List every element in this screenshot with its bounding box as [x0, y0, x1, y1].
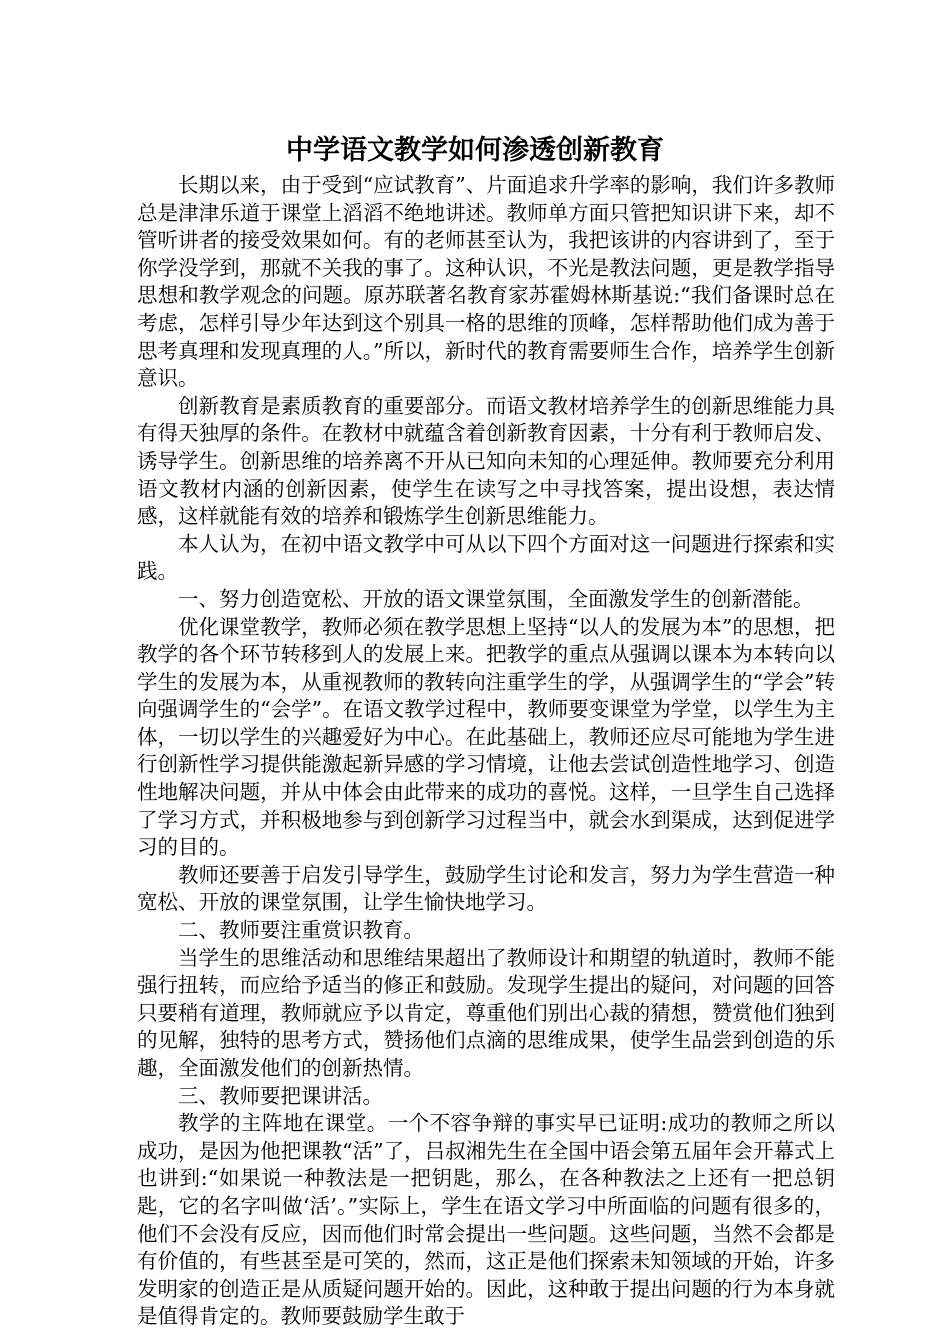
section-heading-1: 一、努力创造宽松、开放的语文课堂氛围，全面激发学生的创新潜能。: [178, 586, 814, 611]
document-body: [137, 172, 835, 1331]
document-title: 中学语文教学如何渗透创新教育: [286, 135, 664, 166]
section-heading-3: 三、教师要把课讲活。: [178, 1083, 383, 1108]
paragraph-intro: 长期以来，由于受到“应试教育”、片面追求升学率的影响，我们许多教师总是津津乐道于课堂上滔滔不绝地讲述。教师单方面只管把知识讲下来，却不管听讲者的接受效果如何。有的老师甚至认为，我把该讲的内容讲到了，至于你学没学到，那就不关我的事了。这种认识，不光是教法问题，更是教学指导思想和教学观念的问题。原苏联著名教育家苏霍姆林斯基说:“我们备课时总在考虑，怎样引导少年达到这个别具一格的思维的顶峰，怎样帮助他们成为善于思考真理和发现真理的人。”所以，新时代的教育需要师生合作，培养学生创新意识。: [137, 173, 835, 391]
paragraph-lively-class: 教学的主阵地在课堂。一个不容争辩的事实早已证明:成功的教师之所以成功，是因为他把课教“活”了，吕叔湘先生在全国中语会第五届年会开幕式上也讲到:“如果说一种教法是一把钥匙，那么，在各种教法之上还有一把总钥匙，它的名字叫做‘活’。”实际上，学生在语文学习中所面临的问题有很多的，他们不会没有反应，因而他们时常会提出一些问题。这些问题，当然不会都是有价值的，有些甚至是可笑的，然而，这正是他们探索未知领域的开始，许多发明家的创造正是从质疑问题开始的。因此，这种敢于提出问题的行为本身就是值得肯定的。教师要鼓励学生敢于: [137, 1111, 835, 1329]
paragraph-optimize-teaching: 优化课堂教学，教师必须在教学思想上坚持“以人的发展为本”的思想，把教学的各个环节转移到人的发展上来。把教学的重点从强调以课本为本转向以学生的发展为本，从重视教师的教转向注重学生的学，从强调学生的“学会”转向强调学生的“会学”。在语文教学过程中，教师要变课堂为学堂，以学生为主体，一切以学生的兴趣爱好为中心。在此基础上，教师还应尽可能地为学生进行创新性学习提供能激起新异感的学习情境，让他去尝试创造性地学习、创造性地解决问题，并从中体会由此带来的成功的喜悦。这样，一旦学生自己选择了学习方式，并积极地参与到创新学习过程当中，就会水到渠成，达到促进学习的目的。: [137, 614, 835, 860]
paragraph-four-aspects: 本人认为，在初中语文教学中可从以下四个方面对这一问题进行探索和实践。: [137, 531, 835, 584]
paragraph-appreciation: 当学生的思维活动和思维结果超出了教师设计和期望的轨道时，教师不能强行扭转，而应给予适当的修正和鼓励。发现学生提出的疑问，对问题的回答只要稍有道理，教师就应予以肯定，尊重他们别出心裁的猜想，赞赏他们独到的见解，独特的思考方式，赞扬他们点滴的思维成果，使学生品尝到创造的乐趣，全面激发他们的创新热情。: [137, 945, 835, 1080]
paragraph-encourage-discussion: 教师还要善于启发引导学生，鼓励学生讨论和发言，努力为学生营造一种宽松、开放的课堂氛围，让学生愉快地学习。: [137, 862, 835, 915]
paragraph-innovation-education: 创新教育是素质教育的重要部分。而语文教材培养学生的创新思维能力具有得天独厚的条件。在教材中就蕴含着创新教育因素，十分有利于教师启发、诱导学生。创新思维的培养离不开从已知向未知的心理延伸。教师要充分利用语文教材内涵的创新因素，使学生在读写之中寻找答案，提出设想，表达情感，这样就能有效的培养和锻炼学生创新思维能力。: [137, 393, 835, 529]
section-heading-2: 二、教师要注重赏识教育。: [178, 918, 424, 943]
